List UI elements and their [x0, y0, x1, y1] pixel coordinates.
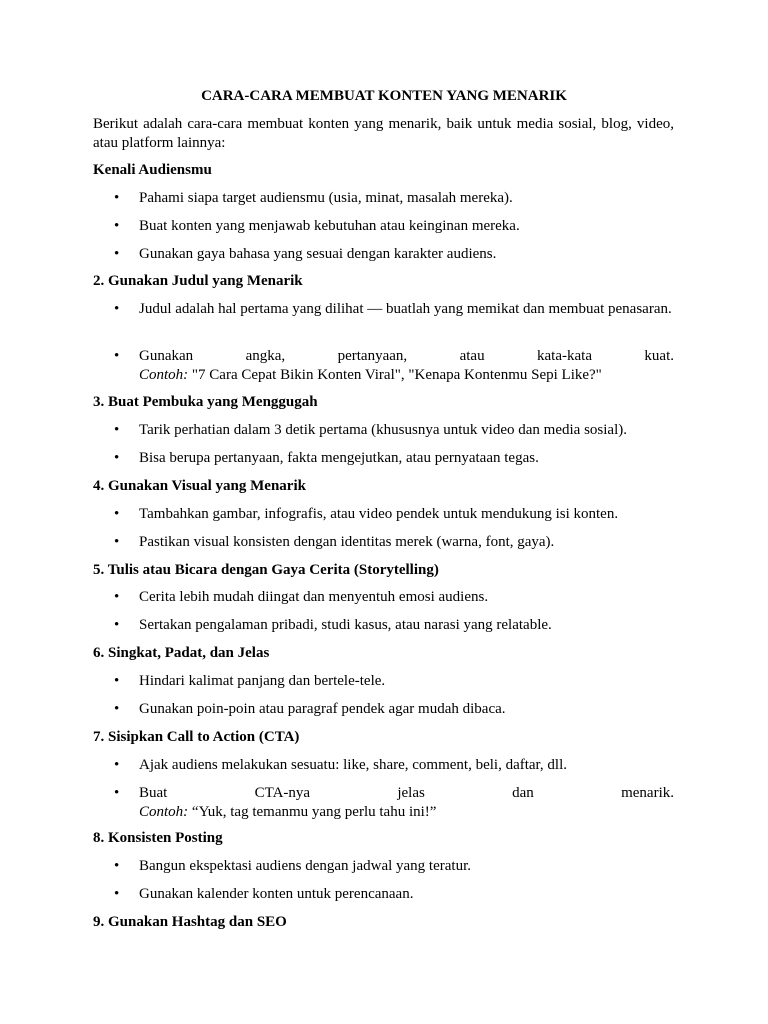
list-item-text: Pahami siapa target audiensmu (usia, minat, masalah mereka).	[139, 190, 513, 206]
list-item	[114, 245, 674, 264]
list-item	[114, 588, 674, 607]
bullet-icon: •	[114, 348, 120, 364]
list-item	[114, 505, 674, 524]
section-heading: 5. Tulis atau Bicara dengan Gaya Cerita (Storytelling)	[93, 562, 439, 578]
word: kata-kata	[537, 348, 592, 364]
list-item-text: Tarik perhatian dalam 3 detik pertama (khususnya untuk video dan media sosial).	[139, 422, 627, 438]
bullet-icon: •	[114, 190, 120, 206]
list-item	[114, 700, 674, 719]
list-item	[114, 784, 674, 822]
example-label: Contoh:	[139, 367, 189, 383]
list-item	[114, 300, 674, 319]
word: menarik.	[621, 785, 674, 801]
bullet-icon: •	[114, 218, 120, 234]
list-item-text: Gunakan gaya bahasa yang sesuai dengan karakter audiens.	[139, 246, 497, 262]
example-line	[139, 366, 674, 385]
list-item-text: Bisa berupa pertanyaan, fakta mengejutkan, atau pernyataan tegas.	[139, 450, 539, 466]
section-heading: 9. Gunakan Hashtag dan SEO	[93, 914, 287, 930]
bullet-icon: •	[114, 617, 120, 633]
list-item	[114, 756, 674, 775]
bullet-icon: •	[114, 858, 120, 874]
example-line	[139, 803, 674, 822]
document-title: CARA-CARA MEMBUAT KONTEN YANG MENARIK	[201, 88, 567, 104]
list-item-text: Buat konten yang menjawab kebutuhan atau keinginan mereka.	[139, 218, 520, 234]
word: angka,	[245, 348, 286, 364]
example-label: Contoh:	[139, 804, 189, 820]
list-item-text: Pastikan visual konsisten dengan identitas merek (warna, font, gaya).	[139, 534, 555, 550]
intro-paragraph: Berikut adalah cara-cara membuat konten yang menarik, baik untuk media sosial, blog, video, atau platform lainnya:	[93, 116, 674, 151]
list-item-text: Gunakan poin-poin atau paragraf pendek agar mudah dibaca.	[139, 701, 506, 717]
word: pertanyaan,	[337, 348, 408, 364]
bullet-icon: •	[114, 886, 120, 902]
list-item	[114, 672, 674, 691]
list-item-text: Gunakan kalender konten untuk perencanaan.	[139, 886, 414, 902]
list-item-text: Ajak audiens melakukan sesuatu: like, share, comment, beli, daftar, dll.	[139, 757, 568, 773]
list-item	[114, 217, 674, 236]
example-text: "7 Cara Cepat Bikin Konten Viral", "Kenapa Kontenmu Sepi Like?"	[188, 367, 602, 383]
section-heading: 6. Singkat, Padat, dan Jelas	[93, 645, 270, 661]
bullet-icon: •	[114, 701, 120, 717]
bullet-icon: •	[114, 506, 120, 522]
list-item-text: Sertakan pengalaman pribadi, studi kasus, atau narasi yang relatable.	[139, 617, 552, 633]
bullet-icon: •	[114, 673, 120, 689]
section-heading: 4. Gunakan Visual yang Menarik	[93, 478, 306, 494]
list-item	[114, 189, 674, 208]
list-item-text: Judul adalah hal pertama yang dilihat — buatlah yang memikat dan membuat penasaran.	[139, 301, 672, 317]
bullet-icon: •	[114, 534, 120, 550]
list-item-text: Hindari kalimat panjang dan bertele-tele.	[139, 673, 386, 689]
section-heading: 2. Gunakan Judul yang Menarik	[93, 273, 303, 289]
bullet-icon: •	[114, 422, 120, 438]
section-heading: 3. Buat Pembuka yang Menggugah	[93, 394, 318, 410]
example-text: “Yuk, tag temanmu yang perlu tahu ini!”	[188, 804, 437, 820]
list-item	[114, 857, 674, 876]
list-item	[114, 449, 674, 468]
section-heading: 7. Sisipkan Call to Action (CTA)	[93, 729, 300, 745]
bullet-icon: •	[114, 301, 120, 317]
word: jelas	[397, 785, 425, 801]
section-heading: 8. Konsisten Posting	[93, 830, 223, 846]
bullet-icon: •	[114, 246, 120, 262]
section-heading: Kenali Audiensmu	[93, 162, 212, 178]
list-item	[114, 533, 674, 552]
list-item-line	[139, 784, 674, 803]
list-item-line	[139, 347, 674, 366]
word: Buat	[139, 785, 168, 801]
word: dan	[512, 785, 534, 801]
bullet-icon: •	[114, 589, 120, 605]
word: kuat.	[644, 348, 674, 364]
list-item	[114, 347, 674, 385]
bullet-icon: •	[114, 785, 120, 801]
word: Gunakan	[139, 348, 194, 364]
list-item	[114, 885, 674, 904]
list-item	[114, 421, 674, 440]
word: atau	[459, 348, 485, 364]
word: CTA-nya	[254, 785, 311, 801]
bullet-icon: •	[114, 757, 120, 773]
list-item-text: Cerita lebih mudah diingat dan menyentuh emosi audiens.	[139, 589, 489, 605]
list-item	[114, 616, 674, 635]
bullet-icon: •	[114, 450, 120, 466]
list-item-text: Bangun ekspektasi audiens dengan jadwal yang teratur.	[139, 858, 471, 874]
list-item-text: Tambahkan gambar, infografis, atau video pendek untuk mendukung isi konten.	[139, 506, 619, 522]
